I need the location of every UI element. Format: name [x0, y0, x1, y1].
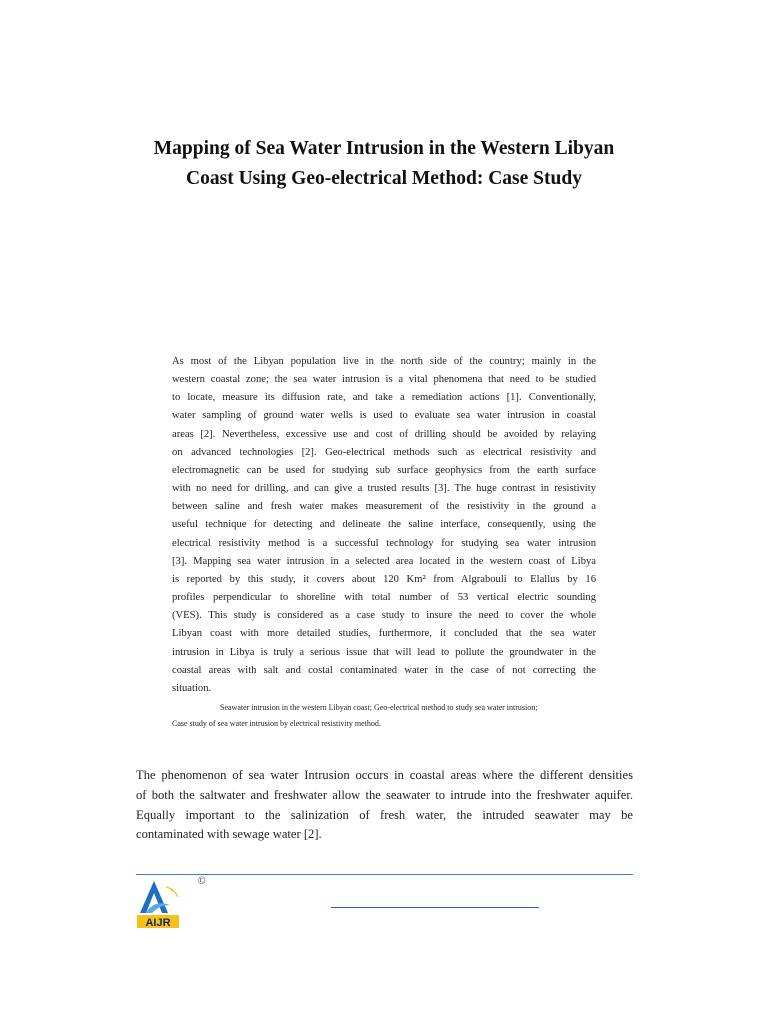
- aijr-logo-icon: [136, 875, 180, 929]
- keywords-line-2: Case study of sea water intrusion by electrical resistivity method.: [172, 719, 381, 728]
- title-line-2: Coast Using Geo-electrical Method: Case Study: [186, 168, 582, 189]
- abstract-line: intrusion in Libya is truly a serious issue that will lead to pollute the groundwater in the: [172, 646, 596, 658]
- keywords: [172, 700, 596, 732]
- abstract-line: (VES). This study is considered as a case study to insure the need to cover the whole: [172, 610, 596, 622]
- body-line: of both the saltwater and freshwater allow the seawater to intrude into the freshwater aquifer.: [136, 787, 633, 802]
- abstract-line: Libyan coast with more detailed studies, furthermore, it concluded that the sea water: [172, 628, 596, 640]
- body-line: The phenomenon of sea water Intrusion occurs in coastal areas where the different densities: [136, 768, 633, 782]
- abstract-line: areas [2]. Nevertheless, excessive use and cost of drilling should be avoided by relaying: [172, 428, 596, 440]
- abstract-line: to locate, measure its diffusion rate, and take a remediation actions [1]. Conventionally,: [172, 392, 596, 404]
- abstract-line: coastal areas with salt and costal contaminated water in the case of not correcting the: [172, 664, 596, 676]
- abstract-line: with no need for drilling, and can give a trusted results [3]. The huge contrast in resistivity: [172, 483, 596, 495]
- abstract-line: western coastal zone; the sea water intrusion is a vital phenomena that need to be studied: [172, 374, 596, 386]
- abstract: [172, 353, 596, 698]
- copyright-symbol: ©: [198, 876, 206, 887]
- abstract-line: [3]. Mapping sea water intrusion in a selected area located in the western coast of Libya: [172, 555, 596, 567]
- abstract-line: electromagnetic can be used for studying sub surface geophysics from the earth surface: [172, 464, 596, 476]
- footer-link[interactable]: [331, 907, 539, 908]
- logo-text: AIJR: [145, 917, 171, 929]
- abstract-line: between saline and fresh water makes measurement of the resistivity in the ground a: [172, 501, 596, 513]
- paper-title: [120, 134, 648, 194]
- abstract-line: profiles perpendicular to shoreline with total number of 53 vertical electric sounding: [172, 592, 596, 604]
- title-line-1: Mapping of Sea Water Intrusion in the Western Libyan: [153, 138, 615, 159]
- abstract-line: water sampling of ground water wells is used to evaluate sea water intrusion in coastal: [172, 410, 596, 422]
- abstract-line: situation.: [172, 682, 212, 694]
- body-line: Equally important to the salinization of fresh water, the intruded seawater may be: [136, 807, 633, 822]
- abstract-line: is reported by this study, it covers about 120 Km² from Algrabouli to Elallus by 16: [172, 573, 596, 585]
- abstract-line: useful technique for detecting and delineate the saline interface, consequently, using the: [172, 519, 596, 531]
- footer-rule: [136, 874, 633, 875]
- aijr-logo: [136, 875, 180, 929]
- abstract-line: As most of the Libyan population live in the north side of the country; mainly in the: [172, 356, 596, 367]
- abstract-line: on advanced technologies [2]. Geo-electrical methods such as electrical resistivity and: [172, 446, 596, 458]
- keywords-line-1: Seawater intrusion in the western Libyan coast; Geo-electrical method to study sea water intrusion;: [220, 703, 538, 712]
- body-line: contaminated with sewage water [2].: [136, 827, 322, 842]
- introduction-paragraph: [136, 766, 633, 845]
- abstract-line: electrical resistivity method is a successful technology for studying sea water intrusion: [172, 537, 596, 549]
